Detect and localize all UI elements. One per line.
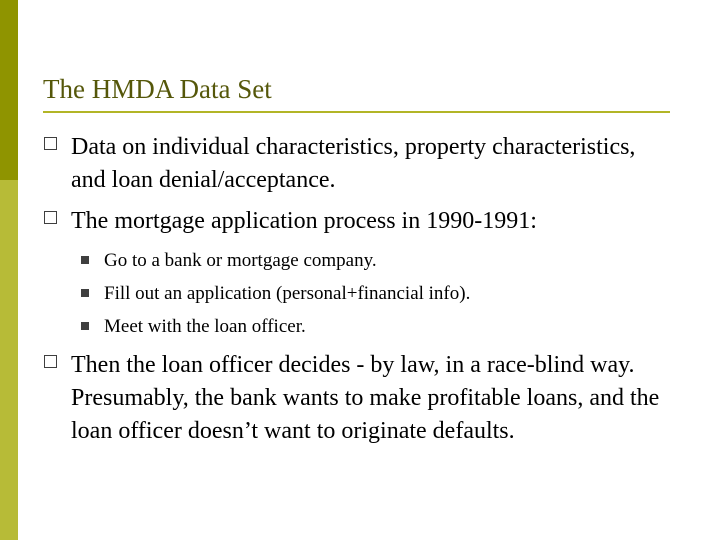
bullet-text: The mortgage application process in 1990-1991:: [71, 208, 537, 234]
filled-square-bullet-icon: [81, 289, 89, 297]
sub-bullet-text: Meet with the loan officer.: [104, 316, 306, 337]
sub-bullet-item: [104, 282, 624, 306]
hollow-square-bullet-icon: [44, 355, 57, 368]
hollow-square-bullet-icon: [44, 137, 57, 150]
filled-square-bullet-icon: [81, 256, 89, 264]
bullet-text: Then the loan officer decides - by law, in a race-blind way. Presumably, the bank wants to make profitable loans, and the loan officer doesn’t want to originate defaults.: [71, 352, 660, 444]
sub-bullet-text: Fill out an application (personal+financial info).: [104, 283, 471, 304]
sub-bullet-item: [104, 249, 624, 273]
bullet-item: [71, 131, 671, 197]
bullet-text: Data on individual characteristics, property characteristics, and loan denial/acceptance.: [71, 134, 636, 193]
sub-bullet-text: Go to a bank or mortgage company.: [104, 250, 377, 271]
filled-square-bullet-icon: [81, 322, 89, 330]
sub-bullet-item: [104, 315, 624, 339]
hollow-square-bullet-icon: [44, 211, 57, 224]
bullet-item: [71, 349, 661, 448]
slide-title: The HMDA Data Set: [43, 74, 272, 104]
bullet-item: [71, 205, 671, 238]
